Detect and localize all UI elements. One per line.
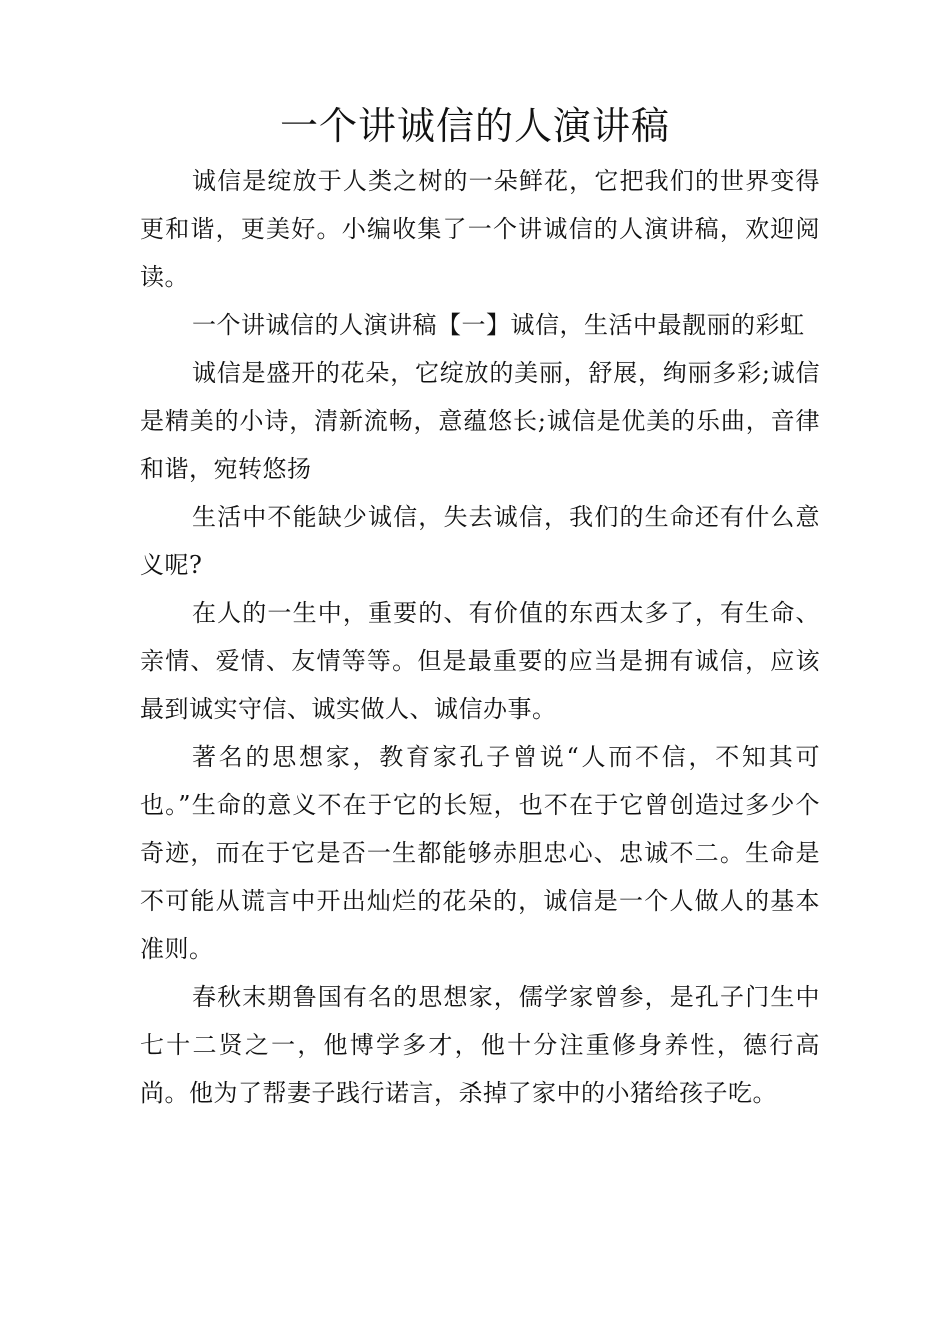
paragraph-metaphors: 诚信是盛开的花朵，它绽放的美丽，舒展，绚丽多彩;诚信是精美的小诗，清新流畅，意蕴悠长;诚信是优美的乐曲，音律和谐，宛转悠扬	[140, 359, 820, 483]
paragraph-zengshen: 春秋末期鲁国有名的思想家，儒学家曾参，是孔子门生中七十二贤之一，他博学多才，他十分注重修身养性，德行高尚。他为了帮妻子践行诺言，杀掉了家中的小猪给孩子吃。	[140, 983, 820, 1107]
paragraph-intro: 诚信是绽放于人类之树的一朵鲜花，它把我们的世界变得更和谐，更美好。小编收集了一个讲诚信的人演讲稿，欢迎阅读。	[140, 167, 820, 291]
paragraph-importance: 在人的一生中，重要的、有价值的东西太多了，有生命、亲情、爱情、友情等等。但是最重要的应当是拥有诚信，应该最到诚实守信、诚实做人、诚信办事。	[140, 599, 820, 723]
document-title: 一个讲诚信的人演讲稿	[279, 104, 670, 148]
paragraph-confucius: 著名的思想家，教育家孔子曾说“人而不信，不知其可也。”生命的意义不在于它的长短，也不在于它曾创造过多少个奇迹，而在于它是否一生都能够赤胆忠心、忠诚不二。生命是不可能从谎言中开出灿烂的花朵的，诚信是一个人做人的基本准则。	[140, 743, 820, 963]
paragraph-question: 生活中不能缺少诚信，失去诚信，我们的生命还有什么意义呢?	[140, 503, 820, 579]
paragraph-section-heading: 一个讲诚信的人演讲稿【一】诚信，生活中最靓丽的彩虹	[192, 311, 805, 339]
document-body	[140, 157, 820, 1117]
